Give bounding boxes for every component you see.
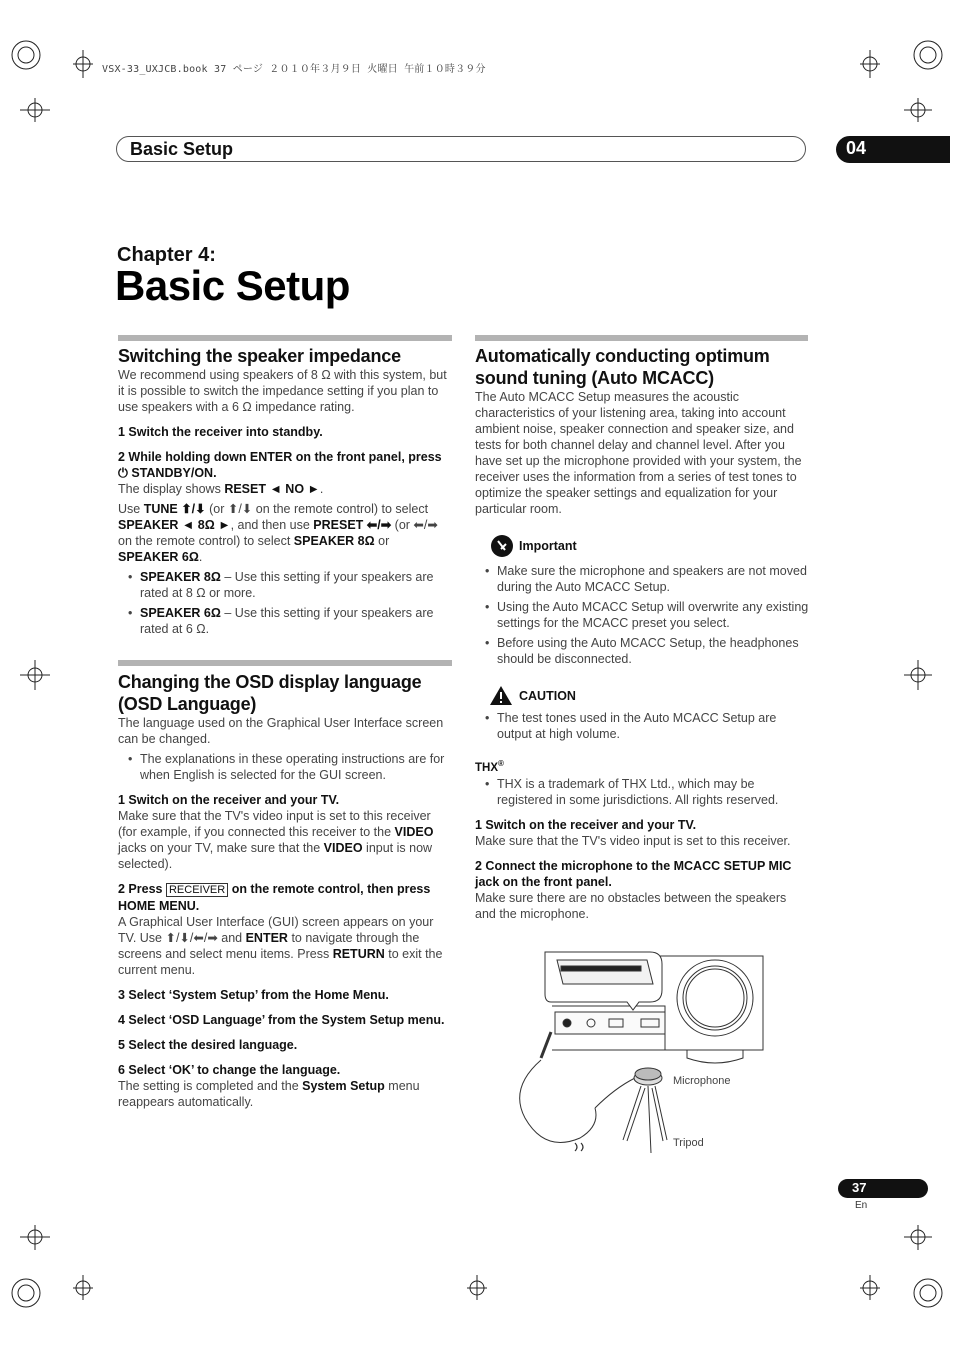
list-item: • Make sure the microphone and speakers are not moved during the Auto MCACC Setup. xyxy=(475,563,809,595)
osd-step-4: 4 Select ‘OSD Language’ from the System Setup menu. xyxy=(118,1013,445,1027)
osd-step-6-text: The setting is completed and the System Setup menu reappears automatically. xyxy=(118,1079,420,1109)
osd-step-1-text: Make sure that the TV's video input is set to this receiver (for example, if you connected this receiver to the VIDEO jacks on your TV, make sure that the VIDEO input is now selected). xyxy=(118,809,434,871)
list-item: • The test tones used in the Auto MCACC Setup are output at high volume. xyxy=(475,710,809,742)
important-icon xyxy=(491,535,513,557)
thx-title: THX® xyxy=(475,759,504,774)
auto-mcacc-intro: The Auto MCACC Setup measures the acoustic characteristics of your listening area, taking into account ambient noise, speaker connection and speaker size, and tests for both channel delay and channel level. After you have set up the microphone provided with your system, the receiver uses the information from a series of test tones to optimize the speaker settings and equalization for your particular room. xyxy=(475,390,802,516)
receiver-key: RECEIVER xyxy=(166,883,228,897)
osd-step-6: 6 Select ‘OK’ to change the language. xyxy=(118,1063,341,1077)
osd-step-2-text: A Graphical User Interface (GUI) screen appears on your TV. Use ⬆/⬇/⬅/➡ and ENTER to navigate through the screens and select menu items. Press RETURN to exit the current menu. xyxy=(118,915,443,977)
microphone-label: Microphone xyxy=(673,1075,731,1087)
section-divider-bar xyxy=(475,335,808,341)
osd-step-3: 3 Select ‘System Setup’ from the Home Menu. xyxy=(118,988,389,1002)
list-item: • THX is a trademark of THX Ltd., which may be registered in some jurisdictions. All rights reserved. xyxy=(475,776,809,808)
page-number: 37 xyxy=(838,1179,928,1198)
section-divider-bar xyxy=(118,335,452,341)
microphone-setup-figure xyxy=(515,948,775,1166)
section-header-title: Basic Setup xyxy=(130,139,234,159)
osd-step-1: 1 Switch on the receiver and your TV. xyxy=(118,793,340,807)
mcacc-step-1: 1 Switch on the receiver and your TV. xyxy=(475,817,697,832)
right-column xyxy=(475,345,809,922)
list-item: • SPEAKER 6Ω – Use this setting if your speakers are rated at 6 Ω. xyxy=(118,605,452,637)
use-tune-text: Use TUNE ⬆/⬇ (or ⬆/⬇ on the remote control) to select SPEAKER ◄ 8Ω ►, and then use PRESET ⬅/➡ (or ⬅/➡ on the remote control) to select SPEAKER 8Ω or SPEAKER 6Ω. xyxy=(118,502,438,564)
mcacc-step-2-text: Make sure there are no obstacles between the speakers and the microphone. xyxy=(475,890,787,921)
list-item: • The explanations in these operating instructions are for when English is selected for the GUI screen. xyxy=(118,751,452,783)
osd-intro: The language used on the Graphical User Interface screen can be changed. xyxy=(118,716,444,746)
warning-icon xyxy=(489,685,513,706)
mcacc-step-1-text: Make sure that the TV's video input is set to this receiver. xyxy=(475,833,791,848)
print-header: VSX-33_UXJCB.book 37 ページ ２０１０年３月９日 火曜日 午前１０時３９分 xyxy=(102,64,486,75)
speaker-impedance-heading: Switching the speaker impedance xyxy=(118,346,401,366)
step-1: 1 Switch the receiver into standby. xyxy=(118,425,323,439)
display-shows-text: The display shows RESET ◄ NO ►. xyxy=(118,482,324,496)
osd-step-5: 5 Select the desired language. xyxy=(118,1038,298,1052)
language-code: En xyxy=(855,1200,868,1211)
osd-language-heading-2: (OSD Language) xyxy=(118,694,257,714)
chapter-label: Chapter 4: xyxy=(117,244,216,266)
osd-step-2: 2 Press RECEIVER on the remote control, then press HOME MENU. xyxy=(118,882,431,913)
auto-mcacc-heading-2: sound tuning (Auto MCACC) xyxy=(475,368,714,388)
chapter-number-badge: 04 xyxy=(836,136,950,163)
list-item: • Before using the Auto MCACC Setup, the headphones should be disconnected. xyxy=(475,635,809,667)
mcacc-step-2: 2 Connect the microphone to the MCACC SETUP MIC jack on the front panel. xyxy=(475,858,792,889)
list-item: • Using the Auto MCACC Setup will overwrite any existing settings for the MCACC preset you select. xyxy=(475,599,809,631)
step-2: 2 While holding down ENTER on the front panel, press ⏻ STANDBY/ON. xyxy=(118,450,442,480)
osd-language-heading: Changing the OSD display language xyxy=(118,672,422,692)
auto-mcacc-heading: Automatically conducting optimum xyxy=(475,346,770,366)
list-item: • SPEAKER 8Ω – Use this setting if your speakers are rated at 8 Ω or more. xyxy=(118,569,452,601)
left-column-top xyxy=(118,345,452,637)
tripod-label: Tripod xyxy=(673,1137,704,1149)
important-title: Important xyxy=(475,535,809,557)
caution-title: CAUTION xyxy=(475,685,809,706)
speaker-impedance-intro: We recommend using speakers of 8 Ω with this system, but it is possible to switch the impedance setting if you plan to use speakers with a 6 Ω impedance rating. xyxy=(118,368,447,414)
chapter-title: Basic Setup xyxy=(115,262,350,309)
section-divider-bar xyxy=(118,660,452,666)
left-column-bottom xyxy=(118,671,452,1110)
